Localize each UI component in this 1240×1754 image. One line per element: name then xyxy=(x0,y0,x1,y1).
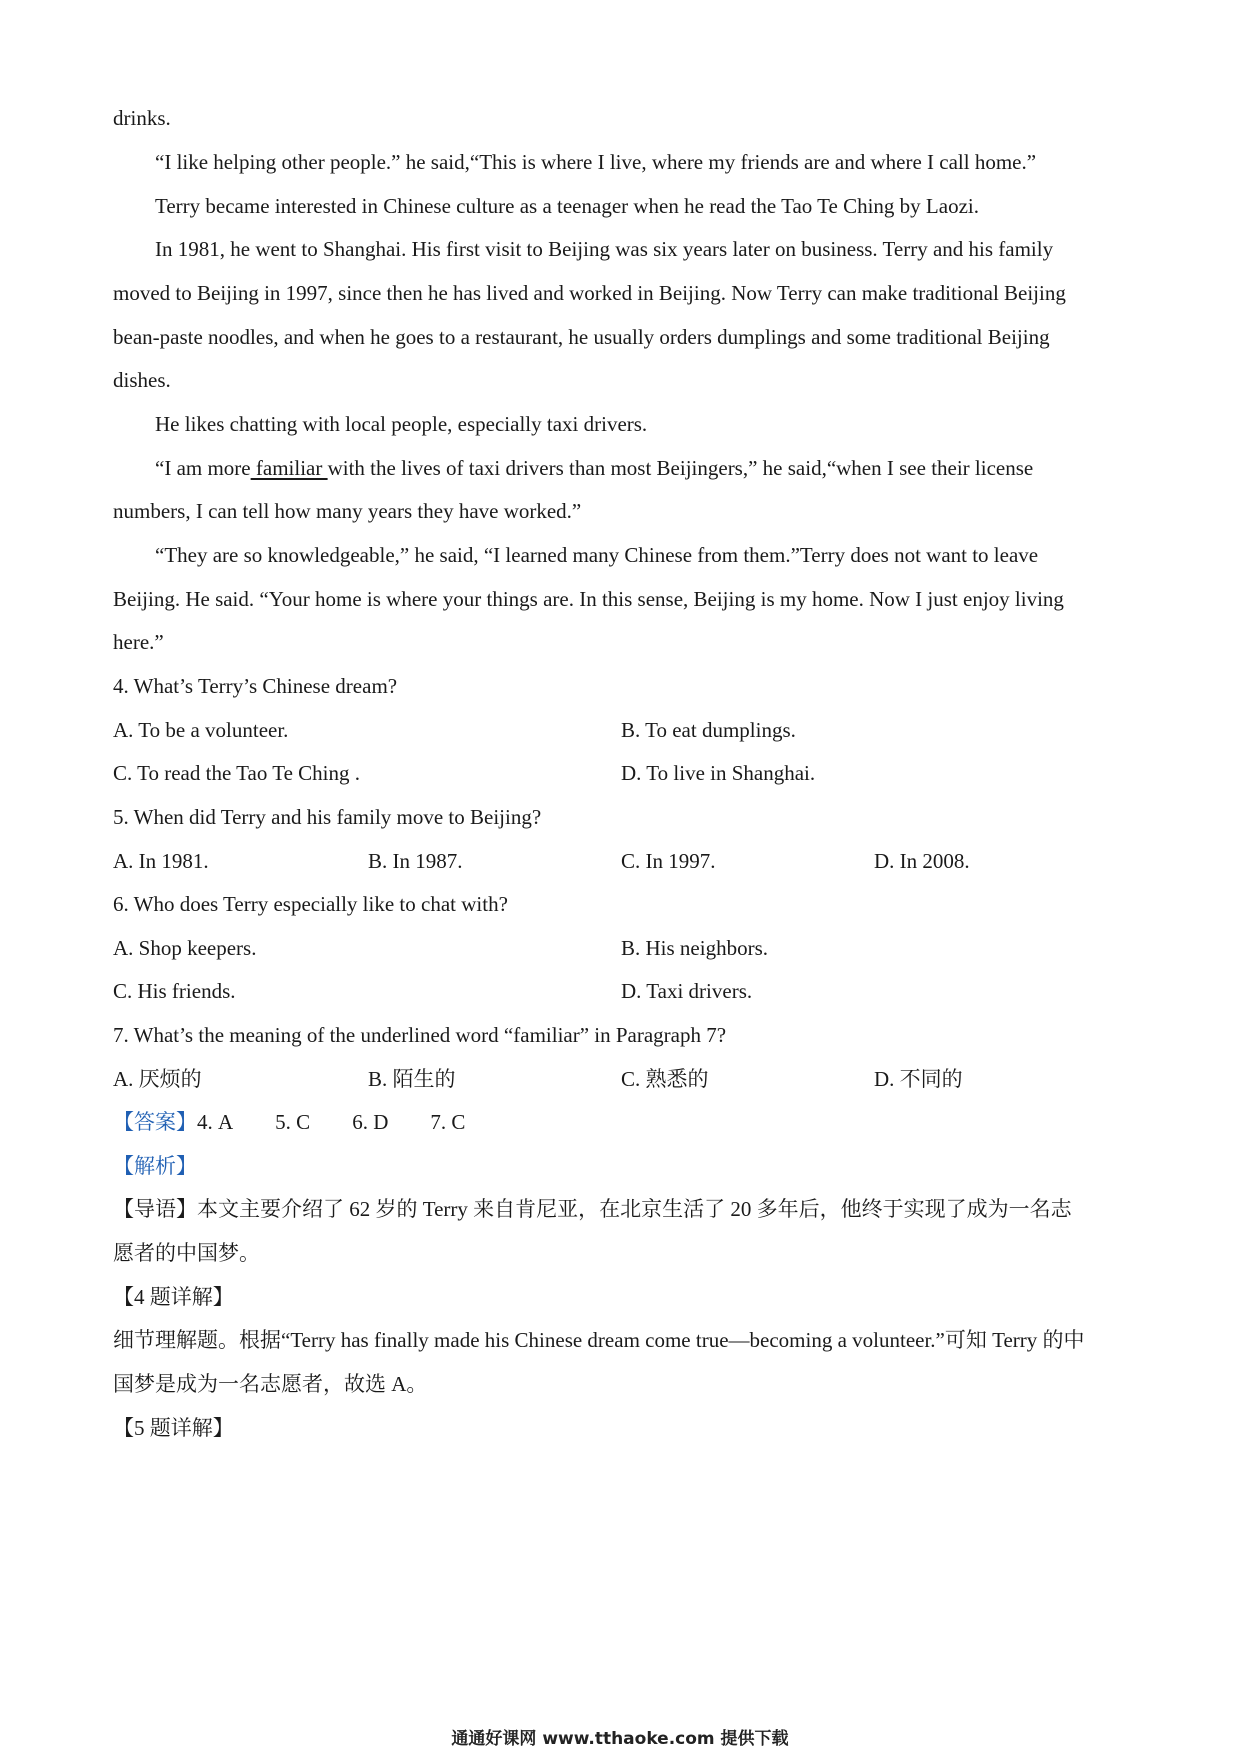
passage-line: drinks. xyxy=(113,106,171,130)
option-7a: A. 厌烦的 xyxy=(113,1067,202,1091)
analysis-label: 【解析】 xyxy=(113,1154,197,1178)
option-7d: D. 不同的 xyxy=(874,1067,963,1091)
passage-line: moved to Beijing in 1997, since then he has lived and worked in Beijing. Now Terry can make traditional Beijing xyxy=(113,281,1066,305)
option-6b: B. His neighbors. xyxy=(621,936,768,960)
option-7c: C. 熟悉的 xyxy=(621,1067,709,1091)
passage-line: “I like helping other people.” he said,“This is where I live, where my friends are and where I call home.” xyxy=(155,150,1037,174)
answer-6: 6. D xyxy=(352,1110,389,1134)
intro-line: 【导语】本文主要介绍了 62 岁的 Terry 来自肯尼亚，在北京生活了 20 多年后，他终于实现了成为一名志 xyxy=(113,1197,1072,1221)
detail-4-line: 细节理解题。根据“Terry has finally made his Chinese dream come true—becoming a volunteer.”可知 Terry 的中 xyxy=(113,1328,1085,1352)
answer-7: 7. C xyxy=(430,1110,466,1134)
option-7b: B. 陌生的 xyxy=(368,1067,456,1091)
option-6d: D. Taxi drivers. xyxy=(621,979,753,1003)
detail-4-line: 国梦是成为一名志愿者，故选 A。 xyxy=(113,1372,428,1396)
option-5c: C. In 1997. xyxy=(621,849,716,873)
passage-line: dishes. xyxy=(113,368,171,392)
passage-line: “They are so knowledgeable,” he said, “I learned many Chinese from them.”Terry does not want to leave xyxy=(155,543,1039,567)
passage-line: In 1981, he went to Shanghai. His first visit to Beijing was six years later on business. Terry and his family xyxy=(155,237,1054,261)
option-4c: C. To read the Tao Te Ching . xyxy=(113,761,360,785)
passage-line xyxy=(155,454,1033,482)
question-4: 4. What’s Terry’s Chinese dream? xyxy=(113,674,398,698)
passage-text: with the lives of taxi drivers than most Beijingers,” he said,“when I see their license xyxy=(327,456,1034,480)
passage-line: Terry became interested in Chinese culture as a teenager when he read the Tao Te Ching by Laozi. xyxy=(155,194,979,218)
option-4d: D. To live in Shanghai. xyxy=(621,761,816,785)
question-5: 5. When did Terry and his family move to Beijing? xyxy=(113,805,542,829)
option-5a: A. In 1981. xyxy=(113,849,209,873)
detail-5-heading: 【5 题详解】 xyxy=(113,1416,234,1440)
option-4a: A. To be a volunteer. xyxy=(113,718,289,742)
underlined-word-familiar: familiar xyxy=(250,456,328,480)
footer-watermark: 通通好课网 www.tthaoke.com 提供下载 xyxy=(451,1729,789,1749)
detail-4-heading: 【4 题详解】 xyxy=(113,1285,234,1309)
answer-line xyxy=(113,1108,465,1136)
passage-line: numbers, I can tell how many years they have worked.” xyxy=(113,499,582,523)
question-6: 6. Who does Terry especially like to chat with? xyxy=(113,892,508,916)
option-6c: C. His friends. xyxy=(113,979,236,1003)
intro-line: 愿者的中国梦。 xyxy=(113,1241,260,1265)
option-5b: B. In 1987. xyxy=(368,849,463,873)
question-7: 7. What’s the meaning of the underlined word “familiar” in Paragraph 7? xyxy=(113,1023,727,1047)
answer-label: 【答案】 xyxy=(113,1110,197,1134)
option-6a: A. Shop keepers. xyxy=(113,936,257,960)
answer-4: 4. A xyxy=(197,1110,234,1134)
passage-line: Beijing. He said. “Your home is where your things are. In this sense, Beijing is my home. Now I just enjoy living xyxy=(113,587,1064,611)
passage-line: here.” xyxy=(113,630,164,654)
passage-text: “I am more xyxy=(155,456,251,480)
passage-line: bean-paste noodles, and when he goes to a restaurant, he usually orders dumplings and some traditional Beijing xyxy=(113,325,1050,349)
option-4b: B. To eat dumplings. xyxy=(621,718,796,742)
passage-line: He likes chatting with local people, especially taxi drivers. xyxy=(155,412,648,436)
answer-5: 5. C xyxy=(275,1110,311,1134)
option-5d: D. In 2008. xyxy=(874,849,970,873)
